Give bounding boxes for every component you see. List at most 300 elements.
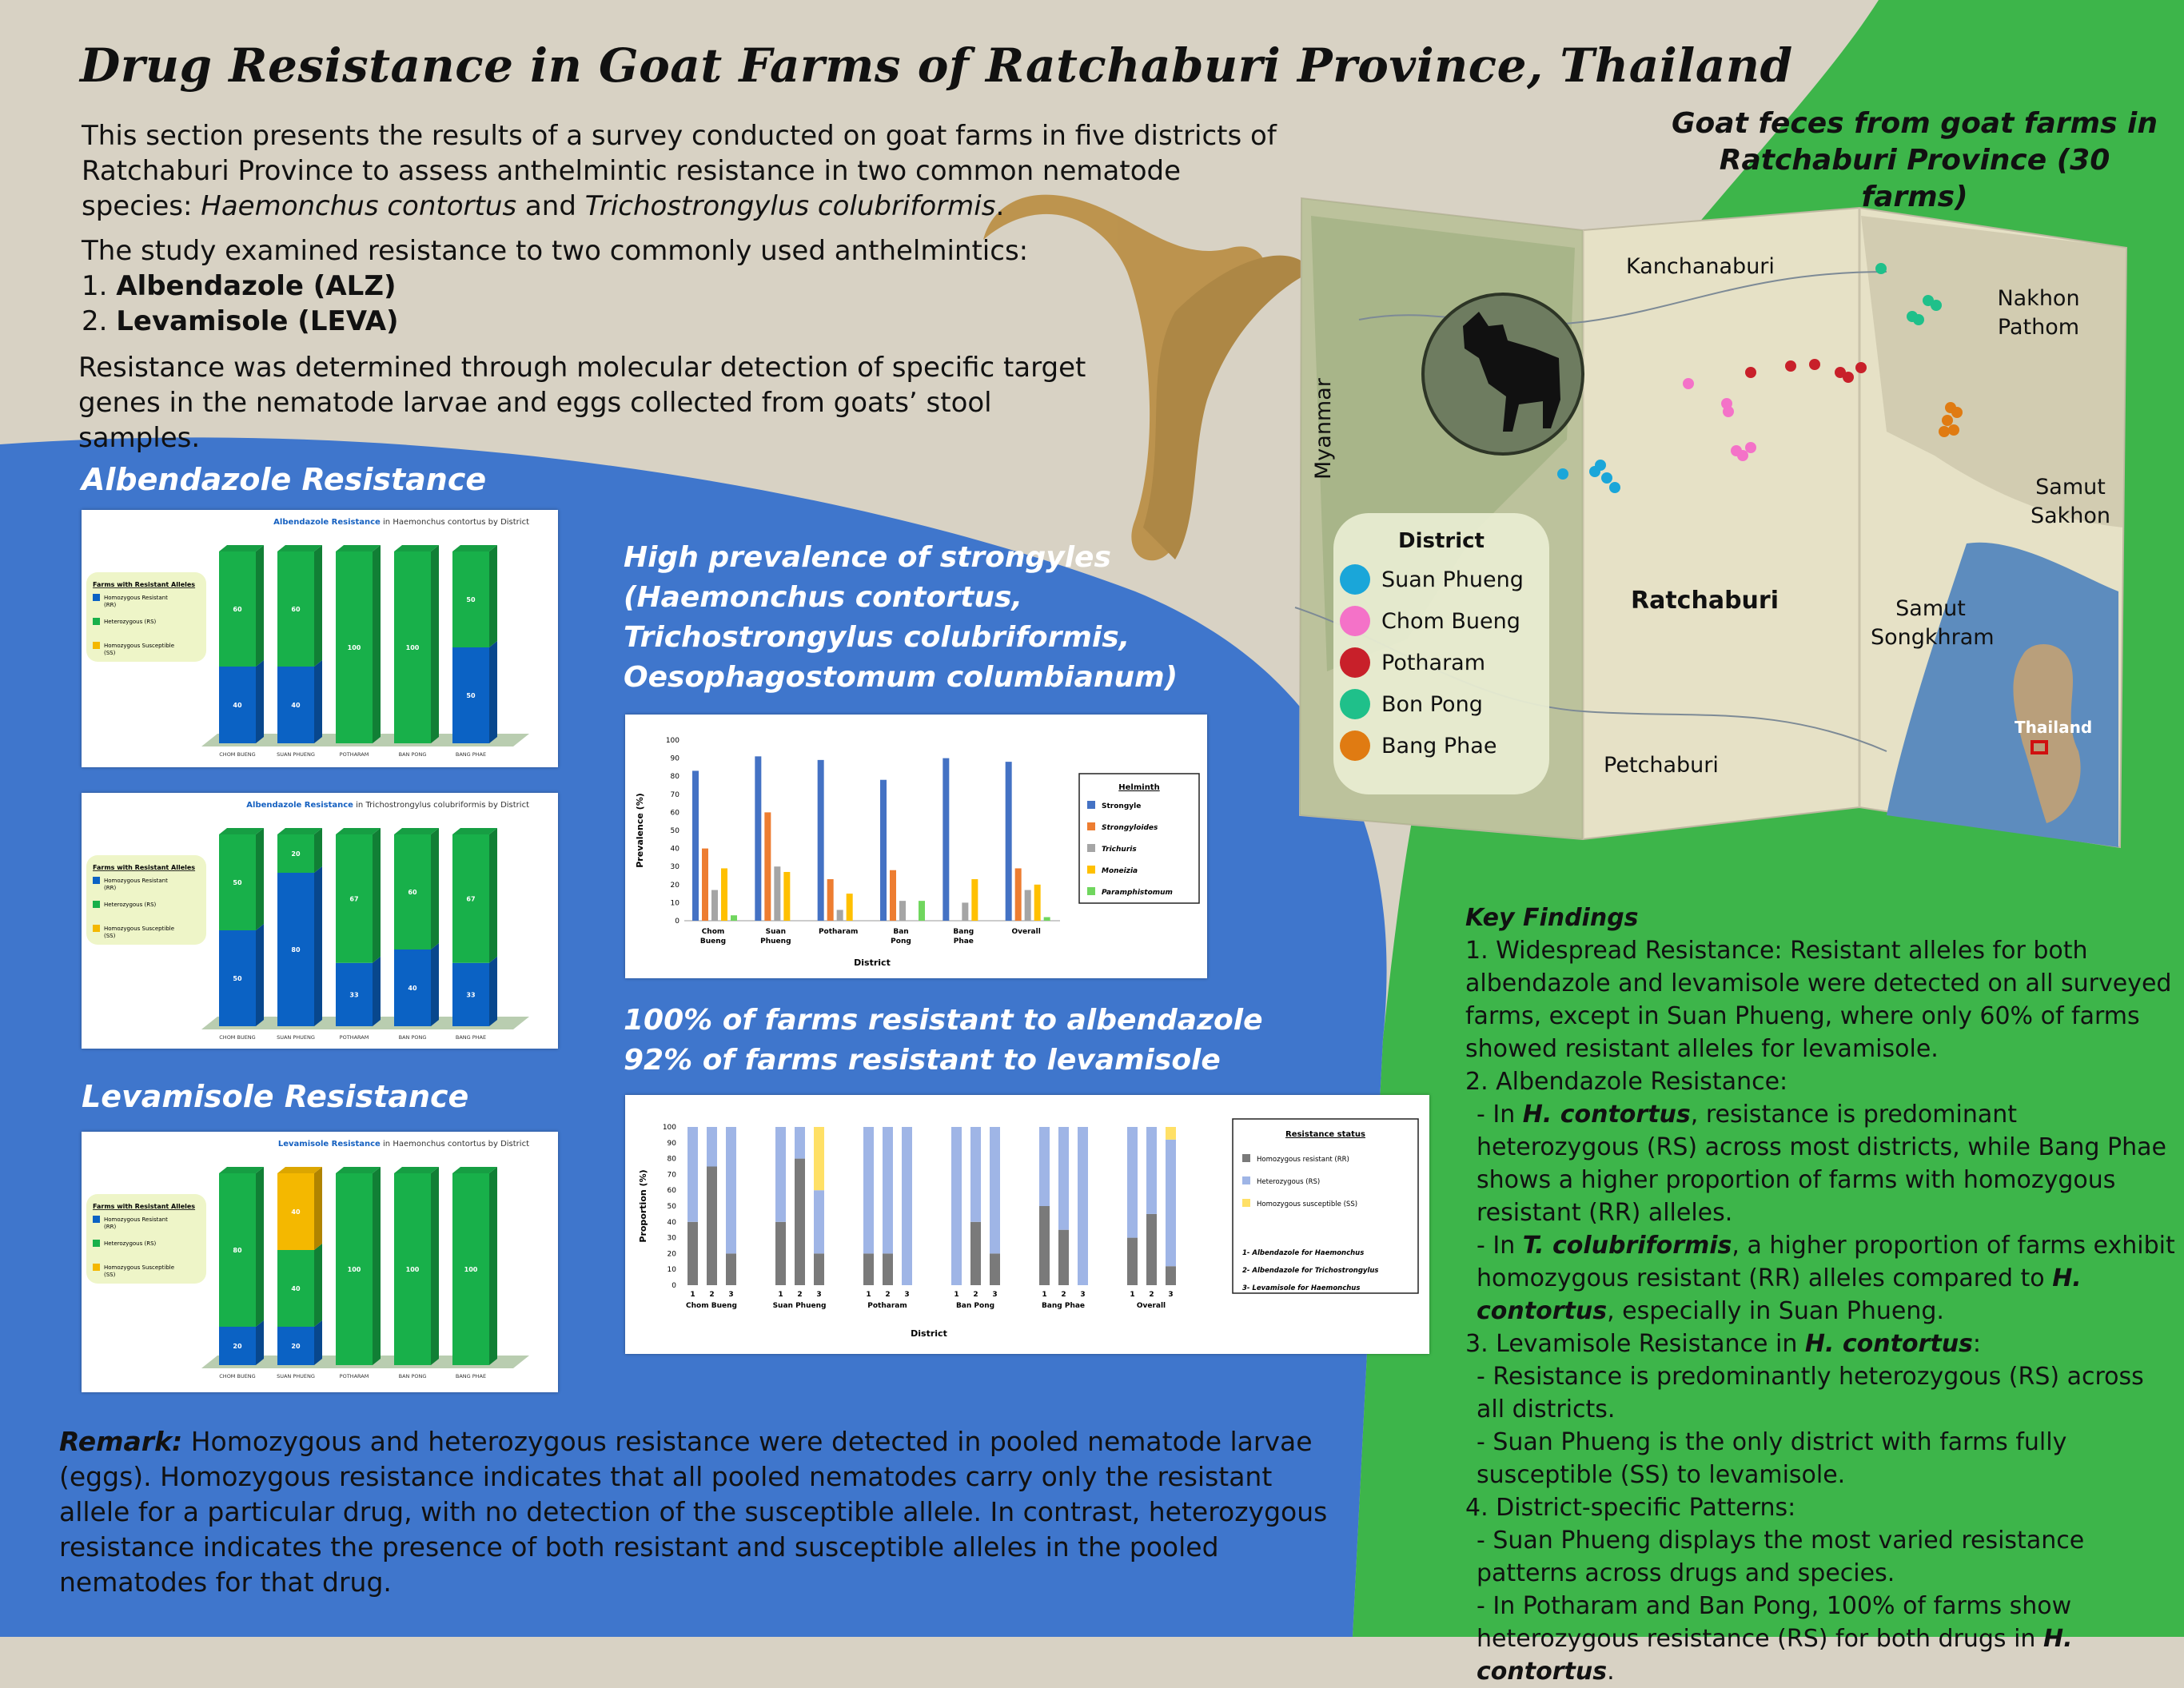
y-tick-label: 40 <box>667 1218 676 1227</box>
farm-dot <box>1737 450 1748 461</box>
legend-title: Farms with Resistant Alleles <box>93 1203 196 1210</box>
bar-segment <box>863 1253 874 1285</box>
drug-list <box>82 269 1281 339</box>
data-label: 100 <box>405 1266 420 1273</box>
legend-title: Farms with Resistant Alleles <box>93 581 196 588</box>
map-label-thailand: Thailand <box>2015 718 2093 737</box>
y-tick-label: 20 <box>667 1250 676 1259</box>
alb-haemonchus-chart <box>82 510 558 767</box>
legend-title: Helminth <box>1118 783 1160 792</box>
bar-number-label: 3 <box>1168 1291 1174 1299</box>
bar-side <box>373 828 381 963</box>
legend-swatch <box>93 642 100 649</box>
bar-segment <box>970 1222 981 1285</box>
map-label-myanmar: Myanmar <box>1311 378 1336 480</box>
bar-segment <box>707 1167 717 1286</box>
bar-segment <box>1058 1127 1069 1230</box>
farm-dot <box>1785 360 1796 372</box>
bar-number-label: 3 <box>728 1291 734 1299</box>
data-label: 50 <box>233 879 242 886</box>
map-label-ratchaburi: Ratchaburi <box>1631 587 1779 615</box>
legend-label: Moneizia <box>1102 867 1138 875</box>
x-tick-label: Phueng <box>760 938 791 946</box>
lev-haemonchus-chart <box>82 1132 558 1392</box>
y-tick-label: 90 <box>670 754 680 763</box>
bar-segment <box>970 1127 981 1222</box>
bar-segment <box>1166 1140 1176 1266</box>
legend-swatch <box>1087 866 1095 874</box>
district-color-dot <box>1340 731 1370 761</box>
legend-label: Homozygous Resistant <box>104 1216 168 1223</box>
data-label: 40 <box>408 985 417 992</box>
bar-segment <box>1058 1230 1069 1285</box>
legend-label-abbr: (RR) <box>104 1224 117 1230</box>
bar-side <box>373 545 381 743</box>
chart-title: Albendazole Resistance in Trichostrongylus colubriformis by District <box>246 801 529 810</box>
finding-4a: - Suan Phueng displays the most varied resistance patterns across drugs and species. <box>1477 1527 2085 1587</box>
y-tick-label: 30 <box>670 863 680 872</box>
map-label-samut-sakhon: Samut Sakhon <box>2030 475 2111 528</box>
legend-label: Homozygous resistant (RR) <box>1257 1156 1349 1164</box>
finding-2: 2. Albendazole Resistance: <box>1465 1068 1788 1096</box>
bar-segment <box>707 1127 717 1167</box>
bar-side <box>256 545 264 667</box>
bar-segment <box>1127 1127 1138 1238</box>
tick-label: BANG PHAE <box>455 751 487 758</box>
bar-side <box>489 957 497 1026</box>
legend-label: Homozygous Susceptible <box>104 643 175 649</box>
alb-trichostrongylus-chart <box>82 793 558 1049</box>
bar-side <box>314 866 322 1026</box>
farms-levamisole-heading: 92% of farms resistant to levamisole <box>624 1044 1221 1077</box>
farm-dot <box>1948 424 1959 436</box>
legend-swatch <box>93 1264 100 1271</box>
farm-dot <box>1931 300 1942 311</box>
resistance-status-chart <box>625 1095 1429 1354</box>
data-label: 100 <box>347 644 361 651</box>
group-label: Ban Pong <box>955 1302 995 1310</box>
district-legend-item <box>1340 606 1549 636</box>
farm-dot <box>1683 378 1694 389</box>
legend-label-abbr: (SS) <box>104 1272 116 1278</box>
y-tick-label: 40 <box>670 845 680 854</box>
bar-segment <box>990 1127 1000 1253</box>
bar-side <box>256 924 264 1026</box>
bar-side <box>489 828 497 963</box>
bar <box>962 902 968 921</box>
legend-swatch <box>1242 1154 1250 1162</box>
farm-dot <box>1557 468 1568 480</box>
data-label: 60 <box>291 606 301 613</box>
bar-number-label: 3 <box>1080 1291 1086 1299</box>
group-label: Chom Bueng <box>686 1302 737 1310</box>
bar <box>943 758 949 921</box>
x-tick-label: Suan <box>765 928 787 936</box>
bar <box>899 901 906 921</box>
legend-label: Homozygous Resistant <box>104 878 168 884</box>
bar <box>1015 868 1022 921</box>
bar-segment <box>726 1253 736 1285</box>
bar <box>847 894 853 921</box>
district-legend <box>1333 513 1549 794</box>
x-tick-label: Bang <box>953 928 974 936</box>
bar-side <box>256 1320 264 1365</box>
district-label: Bon Pong <box>1381 691 1483 717</box>
data-label: 67 <box>466 895 476 903</box>
tick-label: BANG PHAE <box>455 1034 487 1041</box>
district-label: Suan Phueng <box>1381 567 1524 592</box>
bar <box>711 890 718 921</box>
bar-segment <box>795 1159 805 1285</box>
prevalence-panel <box>625 715 1207 978</box>
data-label: 80 <box>233 1247 242 1254</box>
y-tick-label: 80 <box>667 1155 676 1164</box>
y-tick-label: 0 <box>675 918 680 926</box>
bar-number-label: 1 <box>778 1291 783 1299</box>
finding-2b: - In T. colubriformis, a higher proportion of farms exhibit homozygous resistant (RR) alleles compared to H. contortus, especially in Suan Phueng. <box>1477 1232 2175 1325</box>
bar <box>837 910 843 921</box>
x-tick-label: Phae <box>953 938 974 946</box>
bar-number-label: 2 <box>1061 1291 1066 1299</box>
farm-dot <box>1745 442 1756 453</box>
bar-segment <box>814 1190 824 1253</box>
tick-label: POTHARAM <box>339 751 369 758</box>
legend-note: 3- Levamisole for Haemonchus <box>1242 1284 1361 1292</box>
poster-title: Drug Resistance in Goat Farms of Ratchaburi Province, Thailand <box>80 38 1793 93</box>
farm-dot <box>1939 426 1950 437</box>
district-legend-item <box>1340 689 1549 719</box>
district-legend-item <box>1340 564 1549 595</box>
finding-2a: - In H. contortus, resistance is predominant heterozygous (RS) across most districts, while Bang Phae shows a higher proportion of farms with homozygous resistant (RR) alleles. <box>1477 1101 2166 1227</box>
legend-note: 1- Albendazole for Haemonchus <box>1242 1249 1365 1257</box>
finding-3a: - Resistance is predominantly heterozygous (RS) across all districts. <box>1477 1363 2144 1423</box>
farm-dot <box>1843 372 1854 383</box>
legend-swatch <box>93 618 100 625</box>
x-axis-label: District <box>911 1328 947 1339</box>
bar-segment <box>883 1253 893 1285</box>
bar-number-label: 1 <box>690 1291 695 1299</box>
bar-segment <box>775 1222 786 1285</box>
tick-label: BANG PHAE <box>455 1373 487 1379</box>
finding-3: 3. Levamisole Resistance in H. contortus: <box>1465 1330 1982 1358</box>
bar-segment <box>775 1127 786 1222</box>
prevalence-chart <box>625 715 1207 978</box>
tick-label: CHOM BUENG <box>219 751 256 758</box>
bar <box>1044 917 1050 921</box>
bar-side <box>489 1167 497 1365</box>
legend-note: 2- Albendazole for Trichostrongylus <box>1242 1267 1379 1275</box>
bar-number-label: 2 <box>973 1291 978 1299</box>
bar-segment <box>1146 1127 1157 1214</box>
y-tick-label: 30 <box>667 1234 676 1243</box>
legend-label: Paramphistomum <box>1102 889 1173 897</box>
bar <box>783 872 790 921</box>
y-tick-label: 100 <box>665 737 680 745</box>
finding-3b: - Suan Phueng is the only district with farms fully susceptible (SS) to levamisole. <box>1477 1428 2067 1489</box>
legend-swatch <box>93 594 100 601</box>
district-color-dot <box>1340 689 1370 719</box>
tick-label: SUAN PHUENG <box>277 1373 315 1379</box>
group-label: Bang Phae <box>1041 1302 1086 1310</box>
bar-side <box>431 828 439 950</box>
data-label: 50 <box>466 596 476 603</box>
farm-dot <box>1745 367 1756 378</box>
x-tick-label: Chom <box>701 928 725 936</box>
finding-4: 4. District-specific Patterns: <box>1465 1494 1796 1522</box>
farm-dot <box>1809 359 1820 370</box>
map-label-samut-songkhram: Samut Songkhram <box>1871 596 1995 650</box>
farm-dot <box>1595 460 1606 471</box>
bar <box>764 812 771 921</box>
legend-swatch <box>1087 822 1095 830</box>
y-tick-label: 10 <box>670 899 680 908</box>
farm-dot <box>1723 406 1734 417</box>
data-label: 60 <box>408 889 417 896</box>
bar-number-label: 3 <box>992 1291 998 1299</box>
district-label: Bang Phae <box>1381 733 1497 758</box>
bar <box>1025 890 1031 921</box>
data-label: 50 <box>466 692 476 699</box>
data-label: 20 <box>291 850 301 858</box>
bar-number-label: 1 <box>954 1291 959 1299</box>
district-legend-item <box>1340 731 1549 761</box>
bar <box>880 780 887 921</box>
bar-number-label: 3 <box>816 1291 822 1299</box>
bar-side <box>256 660 264 743</box>
data-label: 60 <box>233 606 242 613</box>
data-label: 20 <box>291 1343 301 1350</box>
bar <box>1006 762 1012 921</box>
data-label: 100 <box>464 1266 478 1273</box>
chart-title: Levamisole Resistance in Haemonchus contortus by District <box>277 1140 529 1149</box>
bar-side <box>314 828 322 873</box>
x-tick-label: Ban <box>893 928 909 936</box>
bar-segment <box>1166 1266 1176 1285</box>
bar-segment <box>1039 1127 1050 1206</box>
data-label: 80 <box>291 946 301 953</box>
x-tick-label: Pong <box>891 938 911 946</box>
bar <box>721 868 727 921</box>
bar-segment <box>990 1253 1000 1285</box>
y-tick-label: 60 <box>667 1187 676 1196</box>
data-label: 100 <box>405 644 420 651</box>
group-label: Overall <box>1136 1302 1166 1310</box>
alb-haemonchus-panel <box>82 510 558 767</box>
legend-swatch <box>1087 801 1095 809</box>
legend-swatch <box>93 901 100 908</box>
bar <box>692 770 699 921</box>
bar-segment <box>795 1127 805 1159</box>
bar <box>971 879 978 921</box>
bar-side <box>314 660 322 743</box>
farm-dot <box>1951 407 1963 418</box>
bar-side <box>314 1320 322 1365</box>
farm-dot <box>1875 263 1887 274</box>
bar-number-label: 2 <box>797 1291 803 1299</box>
legend-label: Trichuris <box>1102 846 1137 854</box>
group-label: Potharam <box>867 1302 907 1310</box>
bar-segment <box>1039 1206 1050 1285</box>
y-tick-label: 80 <box>670 773 680 782</box>
x-tick-label: Bueng <box>699 938 727 946</box>
map-label-nakhon: Nakhon Pathom <box>1997 286 2080 340</box>
data-label: 40 <box>291 702 301 709</box>
bar-segment <box>863 1127 874 1253</box>
map-title: Goat feces from goat farms in Ratchaburi Province (30 farms) <box>1672 107 2158 213</box>
data-label: 67 <box>349 895 359 903</box>
data-label: 100 <box>347 1266 361 1273</box>
farm-dot <box>1601 472 1612 484</box>
bar <box>1034 885 1041 921</box>
legend-title: Farms with Resistant Alleles <box>93 864 196 871</box>
data-label: 50 <box>233 975 242 982</box>
bar-number-label: 2 <box>709 1291 715 1299</box>
y-tick-label: 20 <box>670 881 680 890</box>
legend-label: Homozygous Resistant <box>104 595 168 601</box>
legend-label: Homozygous Susceptible <box>104 926 175 932</box>
bar <box>731 915 737 921</box>
bar-side <box>314 1167 322 1250</box>
finding-4b: - In Potharam and Ban Pong, 100% of farms show heterozygous resistance (RS) for both drugs in H. contortus. <box>1477 1592 2073 1686</box>
bar-side <box>431 545 439 743</box>
bar-side <box>256 1167 264 1327</box>
data-label: 33 <box>349 991 359 999</box>
legend-label-abbr: (RR) <box>104 885 117 891</box>
district-legend-item <box>1340 647 1549 678</box>
bar-segment <box>687 1127 698 1222</box>
bar <box>818 760 824 921</box>
bar-segment <box>687 1222 698 1285</box>
legend-swatch <box>1242 1199 1250 1207</box>
bar-segment <box>1078 1127 1088 1285</box>
bar <box>755 756 761 921</box>
drug-item-1: 1. Albendazole (ALZ) <box>82 270 397 302</box>
y-tick-label: 70 <box>667 1171 676 1180</box>
legend-box <box>1079 774 1199 903</box>
data-label: 33 <box>466 991 476 999</box>
legend-label: Strongyle <box>1102 802 1142 810</box>
x-tick-label: Potharam <box>818 928 859 936</box>
resistance-status-panel <box>625 1095 1429 1354</box>
bar-number-label: 2 <box>1149 1291 1154 1299</box>
bar-segment <box>1146 1214 1157 1285</box>
map-label-kanchanaburi: Kanchanaburi <box>1626 254 1775 279</box>
legend-label-abbr: (SS) <box>104 933 116 939</box>
chart-title: Albendazole Resistance in Haemonchus contortus by District <box>273 518 529 527</box>
legend-swatch <box>93 877 100 884</box>
bar-segment <box>814 1253 824 1285</box>
lev-haemonchus-panel <box>82 1132 558 1392</box>
bar-number-label: 3 <box>904 1291 910 1299</box>
legend-swatch <box>93 1216 100 1223</box>
farm-dot <box>1907 311 1918 322</box>
legend-title: Resistance status <box>1285 1130 1365 1139</box>
tick-label: SUAN PHUENG <box>277 751 315 758</box>
group-label: Suan Phueng <box>772 1302 827 1310</box>
x-tick-label: Overall <box>1011 928 1041 936</box>
legend-swatch <box>93 1240 100 1247</box>
bar-side <box>431 1167 439 1365</box>
bar-side <box>256 828 264 930</box>
prevalence-heading: High prevalence of strongyles (Haemonchus contortus, Trichostrongylus colubriformis, Oesophagostomum columbianum) <box>624 541 1178 694</box>
bar-segment <box>902 1127 912 1285</box>
bar-segment <box>1166 1127 1176 1140</box>
remark: Remark: Homozygous and heterozygous resistance were detected in pooled nematode larvae (eggs). Homozygous resistance indicates that all pooled nematodes carry only the resistant allele for a particular drug, with no detection of the susceptible allele. In contrast, heterozygous resistance indicates the presence of both resistant and susceptible alleles in the pooled nematodes for that drug. <box>59 1426 1328 1598</box>
bar-number-label: 1 <box>866 1291 871 1299</box>
y-axis-label: Proportion (%) <box>638 1169 648 1243</box>
bar-side <box>373 1167 381 1365</box>
bar-number-label: 2 <box>885 1291 891 1299</box>
district-color-dot <box>1340 606 1370 636</box>
drug-item-2: 2. Levamisole (LEVA) <box>82 305 399 337</box>
bar-segment <box>1127 1238 1138 1285</box>
bar-segment <box>883 1127 893 1253</box>
legend-label-abbr: (RR) <box>104 602 117 608</box>
y-tick-label: 0 <box>672 1282 676 1290</box>
data-label: 40 <box>233 702 242 709</box>
legend-label: Heterozygous (RS) <box>1257 1178 1321 1186</box>
intro-paragraph-1: This section presents the results of a survey conducted on goat farms in five districts of Ratchaburi Province to assess anthelmintic resistance in two common nematode species: Haemonchus contortus and Trichostrongylus colubriformis. <box>82 120 1277 222</box>
bar <box>919 901 925 921</box>
farms-albendazole-heading: 100% of farms resistant to albendazole <box>624 1004 1263 1037</box>
bar-segment <box>726 1127 736 1253</box>
tick-label: BAN PONG <box>398 1034 427 1041</box>
key-findings-heading: Key Findings <box>1465 904 1639 932</box>
legend-swatch <box>1087 844 1095 852</box>
legend-label: Homozygous Susceptible <box>104 1264 175 1271</box>
finding-1: 1. Widespread Resistance: Resistant alleles for both albendazole and levamisole were detected on all surveyed farms, except in Suan Phueng, where only 60% of farms showed resistant alleles for levamisole. <box>1465 937 2172 1063</box>
bar <box>702 849 708 921</box>
data-label: 40 <box>291 1285 301 1292</box>
tick-label: BAN PONG <box>398 1373 427 1379</box>
tick-label: CHOM BUENG <box>219 1034 256 1041</box>
bar-number-label: 1 <box>1042 1291 1047 1299</box>
data-label: 20 <box>233 1343 242 1350</box>
y-tick-label: 90 <box>667 1139 676 1148</box>
bar <box>890 870 896 921</box>
y-tick-label: 70 <box>670 790 680 799</box>
legend-swatch <box>1242 1176 1250 1184</box>
farm-dot <box>1609 482 1620 493</box>
y-axis-label: Prevalence (%) <box>635 793 645 868</box>
district-color-dot <box>1340 564 1370 595</box>
bar-number-label: 1 <box>1130 1291 1135 1299</box>
bar <box>827 879 834 921</box>
tick-label: SUAN PHUENG <box>277 1034 315 1041</box>
district-label: Chom Bueng <box>1381 608 1520 634</box>
legend-label: Heterozygous (RS) <box>104 619 157 625</box>
legend-swatch <box>93 925 100 932</box>
legend-label-abbr: (SS) <box>104 650 116 656</box>
legend-label: Heterozygous (RS) <box>104 1240 157 1247</box>
key-findings <box>1465 902 2177 1688</box>
intro-text <box>78 118 1281 465</box>
bar-side <box>489 545 497 647</box>
intro-paragraph-2: The study examined resistance to two commonly used anthelmintics: <box>82 235 1029 267</box>
y-tick-label: 10 <box>667 1266 676 1275</box>
tick-label: BAN PONG <box>398 751 427 758</box>
bar-segment <box>814 1127 824 1190</box>
y-tick-label: 50 <box>667 1203 676 1211</box>
district-color-dot <box>1340 647 1370 678</box>
bar-side <box>489 641 497 743</box>
district-legend-title: District <box>1398 529 1485 553</box>
bar-side <box>314 1244 322 1327</box>
map-label-petchaburi: Petchaburi <box>1604 753 1719 778</box>
district-label: Potharam <box>1381 650 1486 675</box>
bar-side <box>373 957 381 1026</box>
y-tick-label: 60 <box>670 809 680 818</box>
